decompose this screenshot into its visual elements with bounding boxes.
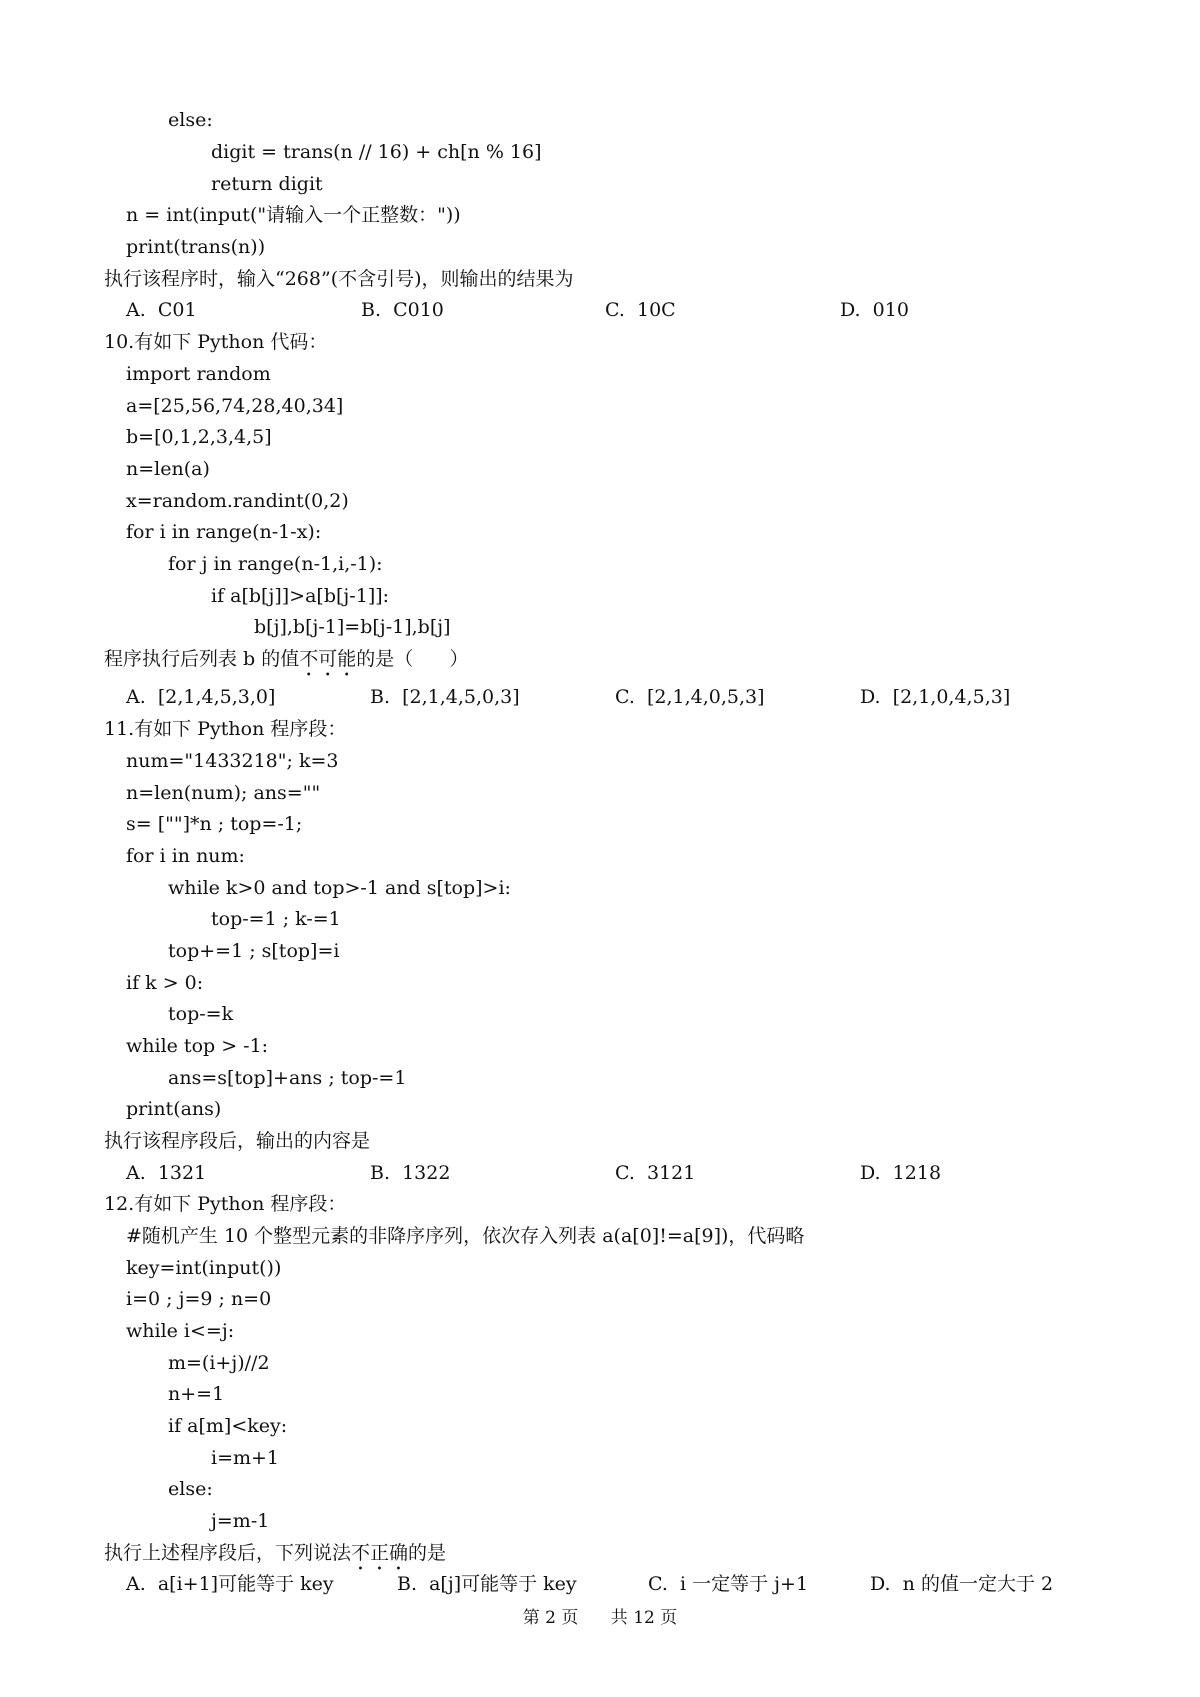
code-line: m=(i+j)//2 — [168, 1352, 270, 1374]
option-a: A. C01 — [126, 299, 197, 321]
code-line: digit = trans(n // 16) + ch[n % 16] — [211, 141, 542, 163]
question-title: 12.有如下 Python 程序段： — [104, 1193, 347, 1215]
option-b: B. a[j]可能等于 key — [397, 1573, 577, 1595]
code-line: b=[0,1,2,3,4,5] — [126, 426, 272, 448]
code-line: n=len(num); ans="" — [126, 782, 321, 804]
code-line: s= [""]*n ; top=-1; — [126, 813, 303, 835]
code-line: for i in range(n-1-x): — [126, 521, 322, 543]
option-a: A. a[i+1]可能等于 key — [126, 1573, 334, 1595]
code-line: else: — [168, 109, 213, 131]
code-line: import random — [126, 363, 271, 385]
option-a: A. 1321 — [126, 1162, 207, 1184]
page-footer: 第 2 页 共 12 页 — [522, 1608, 678, 1628]
code-line: print(ans) — [126, 1098, 222, 1120]
question-title: 11.有如下 Python 程序段： — [104, 718, 347, 740]
code-line: return digit — [211, 173, 323, 195]
option-d: D. n 的值一定大于 2 — [870, 1573, 1054, 1595]
option-d: D. [2,1,0,4,5,3] — [860, 686, 1011, 708]
code-line: for i in num: — [126, 845, 245, 867]
question-stem — [104, 1541, 446, 1575]
option-c: C. [2,1,4,0,5,3] — [615, 686, 765, 708]
option-d: D. 1218 — [860, 1162, 942, 1184]
question-title: 10.有如下 Python 代码： — [104, 331, 328, 353]
option-b: B. 1322 — [370, 1162, 451, 1184]
code-line: num="1433218"; k=3 — [126, 750, 339, 772]
code-line: if a[m]<key: — [168, 1415, 288, 1437]
code-line: a=[25,56,74,28,40,34] — [126, 395, 344, 417]
question-stem: 执行该程序段后，输出的内容是 — [104, 1130, 371, 1152]
code-line: top-=k — [168, 1003, 234, 1025]
code-line: n = int(input("请输入一个正整数：")) — [126, 204, 461, 226]
code-line: b[j],b[j-1]=b[j-1],b[j] — [254, 616, 451, 638]
option-c: C. i 一定等于 j+1 — [648, 1573, 809, 1595]
code-line: x=random.randint(0,2) — [126, 490, 349, 512]
code-line: while i<=j: — [126, 1320, 235, 1342]
option-b: B. C010 — [361, 299, 444, 321]
option-c: C. 10C — [605, 299, 676, 321]
question-stem: 执行该程序时，输入“268”(不含引号)，则输出的结果为 — [104, 268, 574, 290]
code-line: i=0 ; j=9 ; n=0 — [126, 1288, 272, 1310]
code-line: n+=1 — [168, 1383, 225, 1405]
emphasis-text: 不正确 — [351, 1542, 409, 1564]
code-line: top-=1 ; k-=1 — [211, 908, 341, 930]
code-line: print(trans(n)) — [126, 236, 266, 258]
stem-text: 程序执行后列表 b 的值 — [104, 648, 300, 670]
stem-text: 的是（ ） — [356, 648, 469, 670]
code-line: i=m+1 — [211, 1447, 280, 1469]
code-line: key=int(input()) — [126, 1257, 282, 1279]
code-line: for j in range(n-1,i,-1): — [168, 553, 383, 575]
stem-text: 的是 — [408, 1542, 447, 1564]
code-line: if a[b[j]]>a[b[j-1]]: — [211, 585, 390, 607]
code-line: top+=1 ; s[top]=i — [168, 940, 340, 962]
code-comment: #随机产生 10 个整型元素的非降序序列，依次存入列表 a(a[0]!=a[9])，代码略 — [126, 1225, 805, 1247]
code-line: while top > -1: — [126, 1035, 269, 1057]
code-line: n=len(a) — [126, 458, 210, 480]
option-d: D. 010 — [840, 299, 909, 321]
code-line: if k > 0: — [126, 972, 204, 994]
question-stem — [104, 647, 469, 681]
code-line: ans=s[top]+ans ; top-=1 — [168, 1067, 407, 1089]
code-line: j=m-1 — [211, 1510, 270, 1532]
code-line: while k>0 and top>-1 and s[top]>i: — [168, 877, 511, 899]
code-line: else: — [168, 1478, 213, 1500]
option-b: B. [2,1,4,5,0,3] — [370, 686, 520, 708]
option-c: C. 3121 — [615, 1162, 696, 1184]
option-a: A. [2,1,4,5,3,0] — [126, 686, 276, 708]
stem-text: 执行上述程序段后，下列说法 — [104, 1542, 352, 1564]
emphasis-text: 不可能 — [299, 648, 357, 670]
